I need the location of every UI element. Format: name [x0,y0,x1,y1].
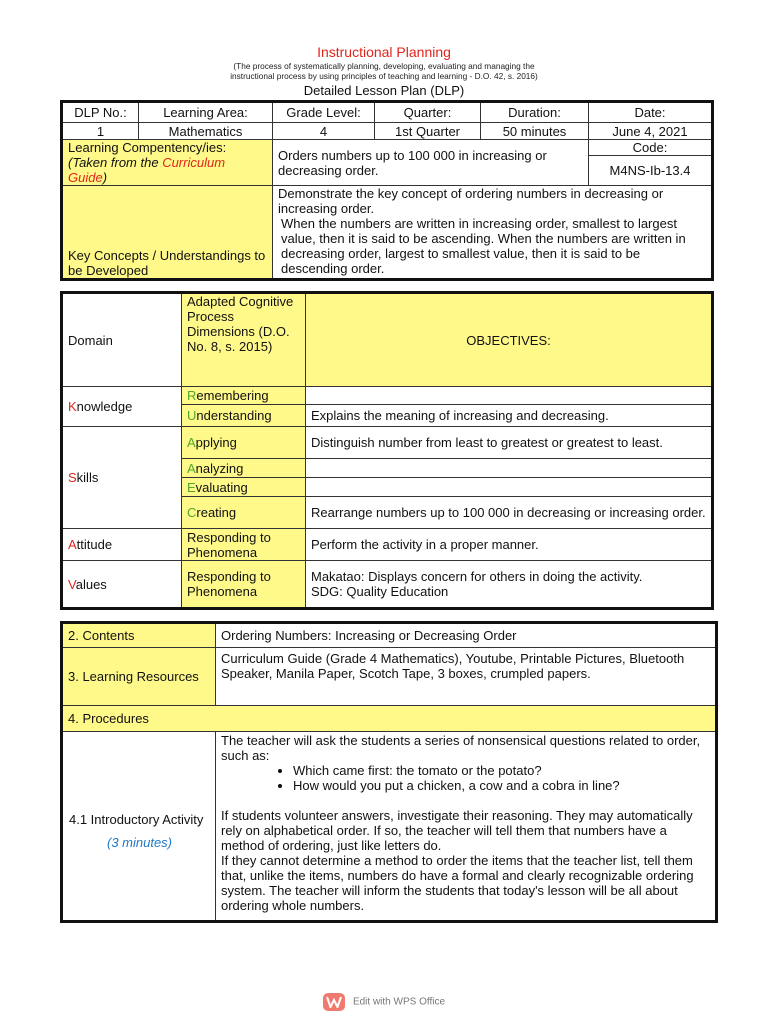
wps-footer[interactable] [0,993,768,1011]
intro-text-1: The teacher will ask the students a series of nonsensical questions related to order, such as: [221,733,701,763]
value-date: June 4, 2021 [589,123,713,140]
dlp-info-table [60,100,714,281]
dimensions-label: Adapted Cognitive Process Dimensions (D.O. No. 8, s. 2015) [182,293,306,387]
wps-footer-text: Edit with WPS Office [352,996,446,1008]
header-grade-level: Grade Level: [273,102,375,123]
page-subtitle [0,61,768,81]
subtitle-line-1: (The process of systematically planning, developing, evaluating and managing the [233,61,535,71]
objective-values [306,561,713,609]
dimension-values: Responding to Phenomena [182,561,306,609]
value-quarter: 1st Quarter [375,123,481,140]
contents-text: Ordering Numbers: Increasing or Decreasing Order [216,623,717,648]
header-duration: Duration: [481,102,589,123]
procedures-label: 4. Procedures [62,706,717,732]
list-item: • Which came first: the tomato or the potato? [293,763,710,778]
value-dlp-no: 1 [62,123,139,140]
taken-from-note: (Taken from the Curriculum Guide) [68,155,226,185]
wps-logo-icon [323,993,345,1011]
objectives-label: OBJECTIVES: [306,293,713,387]
page-title: Instructional Planning [317,44,451,60]
intro-activity-text [216,732,717,922]
code-value: M4NS-Ib-13.4 [589,156,713,186]
list-item: • How would you put a chicken, a cow and a cobra in line? [293,778,710,793]
header-dlp-no: DLP No.: [62,102,139,123]
domain-values: Values [62,561,182,609]
domain-knowledge: Knowledge [62,387,182,427]
intro-activity-time: (3 minutes) [106,835,173,850]
competency-label-cell [62,140,273,186]
contents-label: 2. Contents [62,623,216,648]
code-label: Code: [589,140,713,156]
resources-text: Curriculum Guide (Grade 4 Mathematics), Youtube, Printable Pictures, Bluetooth Speaker, Manila Paper, Scotch Tape, 3 boxes, crumpled papers. [216,648,717,706]
key-concepts-text-2: When the numbers are written in increasing order, smallest to largest value, then it is said to be ascending. When the numbers are written in decreasing order, largest to smallest value, then it is said to be descending order. [281,216,686,276]
dimension-remembering: Remembering [182,387,306,405]
objective-values-1: Makatao: Displays concern for others in doing the activity. [311,569,643,584]
dimension-evaluating: Evaluating [182,478,306,497]
objective-values-2: SDG: Quality Education [311,584,449,599]
key-concepts-label: Key Concepts / Understandings to be Developed [62,186,273,280]
subtitle-line-2: instructional process by using principles of teaching and learning - D.O. 42, s. 2016) [230,71,538,81]
header-quarter: Quarter: [375,102,481,123]
objective-evaluating [306,478,713,497]
dimension-attitude: Responding to Phenomena [182,529,306,561]
objective-attitude: Perform the activity in a proper manner. [306,529,713,561]
domain-label: Domain [62,293,182,387]
plan-name: Detailed Lesson Plan (DLP) [303,83,465,98]
competency-label: Learning Compentency/ies: [68,140,227,155]
intro-text-3: If they cannot determine a method to order the items that the teacher list, tell them that, unlike the items, numbers do have a formal and clearly recognizable ordering system. The teacher will inform the students that today's lesson will be all about ordering whole numbers. [221,853,694,913]
objective-understanding: Explains the meaning of increasing and decreasing. [306,405,713,427]
resources-label: 3. Learning Resources [62,648,216,706]
dimension-applying: Applying [182,427,306,459]
intro-activity-label: 4.1 Introductory Activity [69,812,204,827]
key-concepts-text-1: Demonstrate the key concept of ordering numbers in decreasing or increasing order. [278,186,664,216]
objective-remembering [306,387,713,405]
key-concepts-text [273,186,713,280]
objective-creating: Rearrange numbers up to 100 000 in decreasing or increasing order. [306,497,713,529]
header-learning-area: Learning Area: [139,102,273,123]
competency-text: Orders numbers up to 100 000 in increasing or decreasing order. [273,140,589,186]
intro-activity-label-cell [62,732,216,922]
domain-skills: Skills [62,427,182,529]
objective-applying: Distinguish number from least to greatest or greatest to least. [306,427,713,459]
objectives-table [60,291,714,610]
question-list [221,763,710,793]
objective-analyzing [306,459,713,478]
intro-text-2: If students volunteer answers, investigate their reasoning. They may automatically rely on alphabetical order. If so, the teacher will tell them that numbers have a method of ordering, just like letters do. [221,808,693,853]
header-date: Date: [589,102,713,123]
dimension-analyzing: Analyzing [182,459,306,478]
dimension-understanding: Understanding [182,405,306,427]
dimension-creating: Creating [182,497,306,529]
value-learning-area: Mathematics [139,123,273,140]
value-duration: 50 minutes [481,123,589,140]
procedures-table [60,621,718,923]
value-grade-level: 4 [273,123,375,140]
domain-attitude: Attitude [62,529,182,561]
